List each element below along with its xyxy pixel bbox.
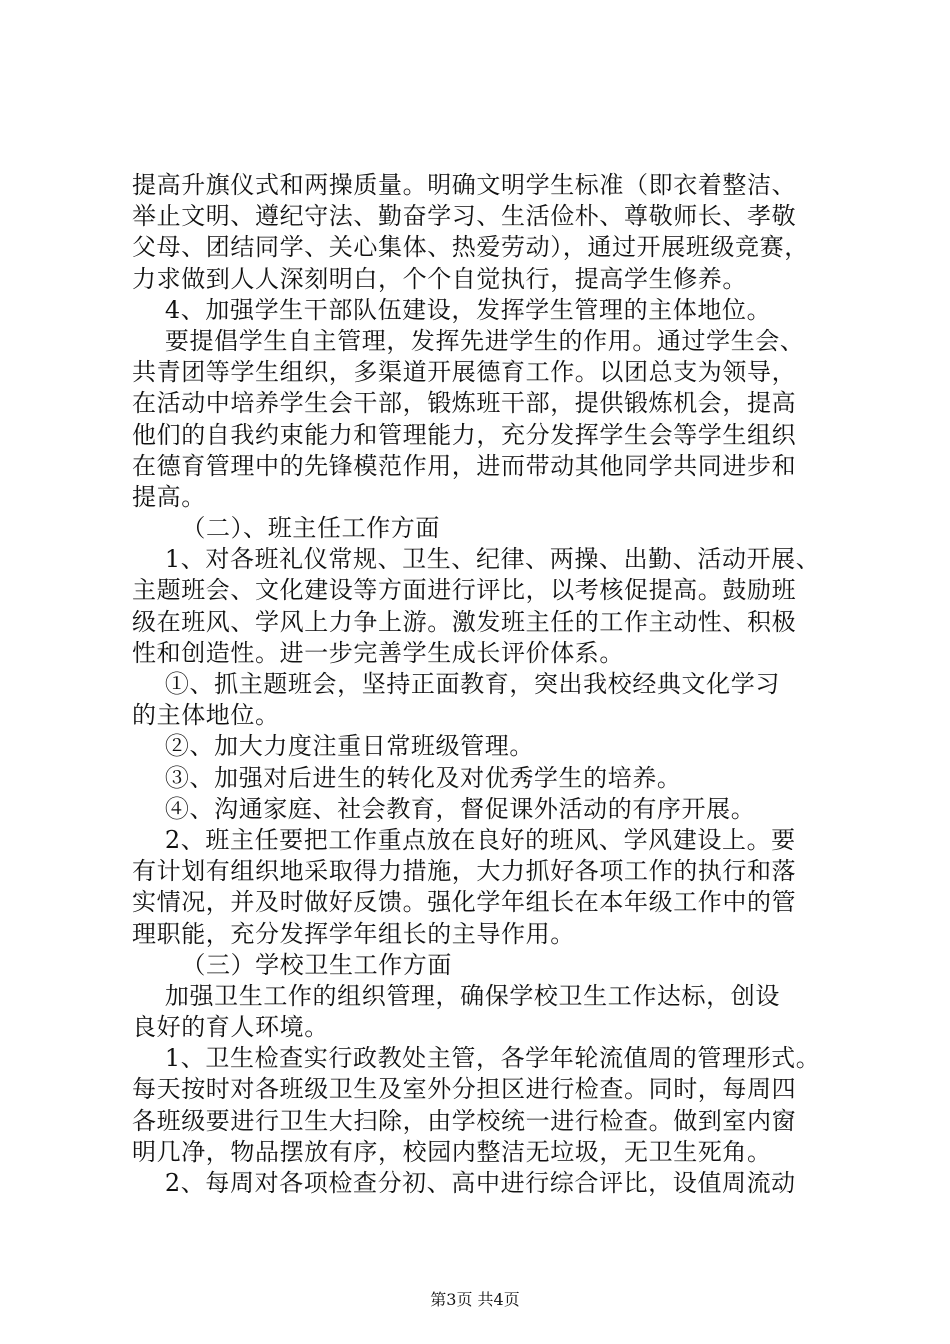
text-line: 举止文明、遵纪守法、勤奋学习、生活俭朴、尊敬师长、孝敬: [132, 202, 797, 231]
text-line: 提高升旗仪式和两操质量。明确文明学生标准（即衣着整洁、: [132, 171, 797, 199]
text-line: ③、加强对后进生的转化及对优秀学生的培养。: [132, 763, 682, 792]
text-line: （三）学校卫生工作方面: [132, 950, 452, 979]
text-line: 要提倡学生自主管理，发挥先进学生的作用。通过学生会、: [132, 326, 805, 355]
text-line: 1、卫生检查实行政教处主管，各学年轮流值周的管理形式。: [132, 1044, 821, 1073]
text-line: 共青团等学生组织，多渠道开展德育工作。以团总支为领导，: [132, 358, 797, 387]
text-line: 力求做到人人深刻明白，个个自觉执行，提高学生修养。: [132, 264, 747, 293]
text-line: （二）、班主任工作方面: [132, 514, 440, 543]
text-line: ②、加大力度注重日常班级管理。: [132, 732, 534, 761]
text-line: 1、对各班礼仪常规、卫生、纪律、两操、出勤、活动开展、: [132, 545, 821, 574]
page-footer: 第3页 共4页: [430, 1290, 520, 1309]
text-line: 加强卫生工作的组织管理，确保学校卫生工作达标，创设: [132, 981, 780, 1010]
text-line: 2、班主任要把工作重点放在良好的班风、学风建设上。要: [132, 825, 796, 854]
text-line: 有计划有组织地采取得力措施，大力抓好各项工作的执行和落: [132, 857, 797, 886]
text-line: ①、抓主题班会，坚持正面教育，突出我校经典文化学习: [132, 670, 780, 698]
text-line: 各班级要进行卫生大扫除，由学校统一进行检查。做到室内窗: [132, 1106, 797, 1135]
text-line: 性和创造性。进一步完善学生成长评价体系。: [132, 638, 624, 667]
text-line: 4、加强学生干部队伍建设，发挥学生管理的主体地位。: [132, 295, 772, 324]
text-line: 在活动中培养学生会干部，锻炼班干部，提供锻炼机会，提高: [132, 389, 797, 418]
text-line: 他们的自我约束能力和管理能力，充分发挥学生会等学生组织: [132, 420, 797, 449]
text-line: 级在班风、学风上力争上游。激发班主任的工作主动性、积极: [132, 607, 797, 636]
text-line: 每天按时对各班级卫生及室外分担区进行检查。同时，每周四: [132, 1075, 797, 1104]
text-line: 父母、团结同学、关心集体、热爱劳动），通过开展班级竞赛，: [132, 233, 809, 262]
text-line: 明几净，物品摆放有序，校园内整洁无垃圾，无卫生死角。: [132, 1137, 772, 1166]
text-line: 提高。: [132, 482, 206, 511]
text-line: 在德育管理中的先锋模范作用，进而带动其他同学共同进步和: [132, 451, 797, 480]
text-line: ④、沟通家庭、社会教育，督促课外活动的有序开展。: [132, 794, 756, 823]
text-line: 2、每周对各项检查分初、高中进行综合评比，设值周流动: [132, 1169, 796, 1197]
text-line: 良好的育人环境。: [132, 1013, 329, 1042]
text-line: 主题班会、文化建设等方面进行评比，以考核促提高。鼓励班: [132, 576, 797, 605]
text-line: 实情况，并及时做好反馈。强化学年组长在本年级工作中的管: [132, 888, 797, 917]
document-body: [132, 170, 852, 1199]
text-line: 的主体地位。: [132, 701, 280, 730]
text-line: 理职能，充分发挥学年组长的主导作用。: [132, 919, 575, 948]
